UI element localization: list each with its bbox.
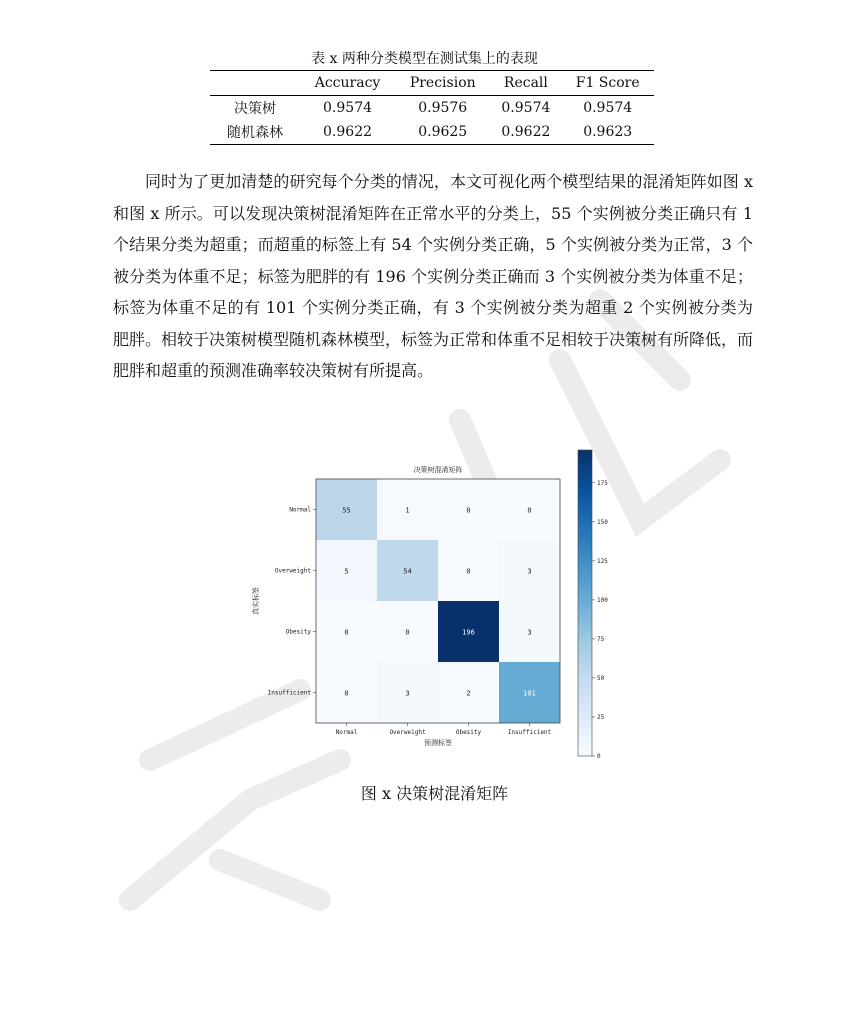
cell-value-label: 101 — [523, 689, 536, 698]
cell-value-label: 55 — [342, 506, 351, 515]
table-header-cell — [210, 71, 300, 96]
table-cell: 0.9622 — [323, 124, 373, 140]
colorbar-tick-label: 100 — [597, 596, 608, 604]
figure-caption: 图 x 决策树混淆矩阵 — [360, 784, 509, 803]
colorbar-tick-label: 75 — [597, 635, 605, 643]
chart-title: 决策树混淆矩阵 — [413, 466, 463, 474]
table-cell: 决策树 — [234, 101, 276, 117]
cell-value-label: 0 — [405, 628, 410, 637]
body-paragraph: 同时为了更加清楚的研究每个分类的情况，本文可视化两个模型结果的混淆矩阵如图 x 和图 x 所示。可以发现决策树混淆矩阵在正常水平的分类上，55 个实例被分类正确只有 1 个结果分类为超重；而超重的标签上有 54 个实例分类正确，5 个实例被分类为正常，3 个被分类为体重不足；标签为肥胖的有 196 个实例分类正确而 3 个实例被分类为体重不足；标签为体重不足的有 101 个实例分类正确，有 3 个实例被分类为超重 2 个实例被分类为肥胖。相较于决策树模型随机森林模型，标签为正常和体重不足相较于决策树有所降低，而肥胖和超重的预测准确率较决策树有所提高。 — [113, 172, 754, 380]
cell-value-label: 0 — [466, 506, 471, 515]
y-axis-label: 真实标签 — [252, 587, 260, 615]
cell-value-label: 54 — [403, 567, 412, 576]
table-header-cell: Recall — [503, 75, 548, 91]
cell-value-label: 0 — [344, 628, 349, 637]
cell-value-label: 1 — [405, 506, 410, 515]
table-header-cell: Precision — [409, 75, 476, 91]
cell-value-label: 2 — [466, 689, 471, 698]
table-cell: 0.9574 — [583, 100, 633, 116]
table-cell: 随机森林 — [227, 125, 283, 141]
table-header-cell: Accuracy — [314, 75, 381, 91]
cell-value-label: 5 — [344, 567, 349, 576]
y-tick-label: Normal — [289, 506, 311, 514]
cell-value-label: 0 — [344, 689, 349, 698]
cell-value-label: 3 — [527, 628, 532, 637]
colorbar-tick-label: 150 — [597, 518, 608, 526]
table-cell: 0.9574 — [323, 100, 373, 116]
cell-value-label: 0 — [527, 506, 532, 515]
cell-value-label: 3 — [405, 689, 410, 698]
colorbar — [578, 450, 592, 756]
x-tick-label: Insufficient — [507, 729, 552, 736]
confusion-matrix-chart — [250, 444, 620, 769]
table-row — [210, 120, 654, 145]
table-header-row — [210, 71, 654, 96]
table-cell: 0.9622 — [501, 124, 551, 140]
x-axis-label: 预测标签 — [424, 739, 452, 747]
cell-value-label: 196 — [462, 628, 475, 637]
x-tick-label: Overweight — [389, 729, 426, 736]
x-tick-label: Normal — [335, 729, 358, 736]
y-tick-label: Obesity — [285, 628, 311, 636]
table-row — [210, 96, 654, 121]
table-caption: 表 x 两种分类模型在测试集上的表现 — [311, 51, 538, 67]
colorbar-tick-label: 175 — [597, 479, 608, 487]
table-cell: 0.9574 — [501, 100, 551, 116]
x-tick-label: Obesity — [455, 729, 482, 736]
results-table — [210, 70, 654, 145]
cell-value-label: 3 — [527, 567, 532, 576]
confusion-matrix-figure — [250, 444, 620, 773]
y-tick-label: Insufficient — [267, 689, 311, 697]
table-header-cell: F1 Score — [575, 75, 640, 91]
colorbar-tick-label: 125 — [597, 557, 608, 565]
cell-value-label: 0 — [466, 567, 471, 576]
y-tick-label: Overweight — [274, 567, 311, 575]
colorbar-tick-label: 0 — [597, 753, 601, 760]
table-cell: 0.9625 — [418, 124, 468, 140]
table-cell: 0.9623 — [583, 124, 633, 140]
colorbar-tick-label: 25 — [597, 713, 605, 721]
table-cell: 0.9576 — [418, 100, 468, 116]
colorbar-tick-label: 50 — [597, 674, 605, 682]
